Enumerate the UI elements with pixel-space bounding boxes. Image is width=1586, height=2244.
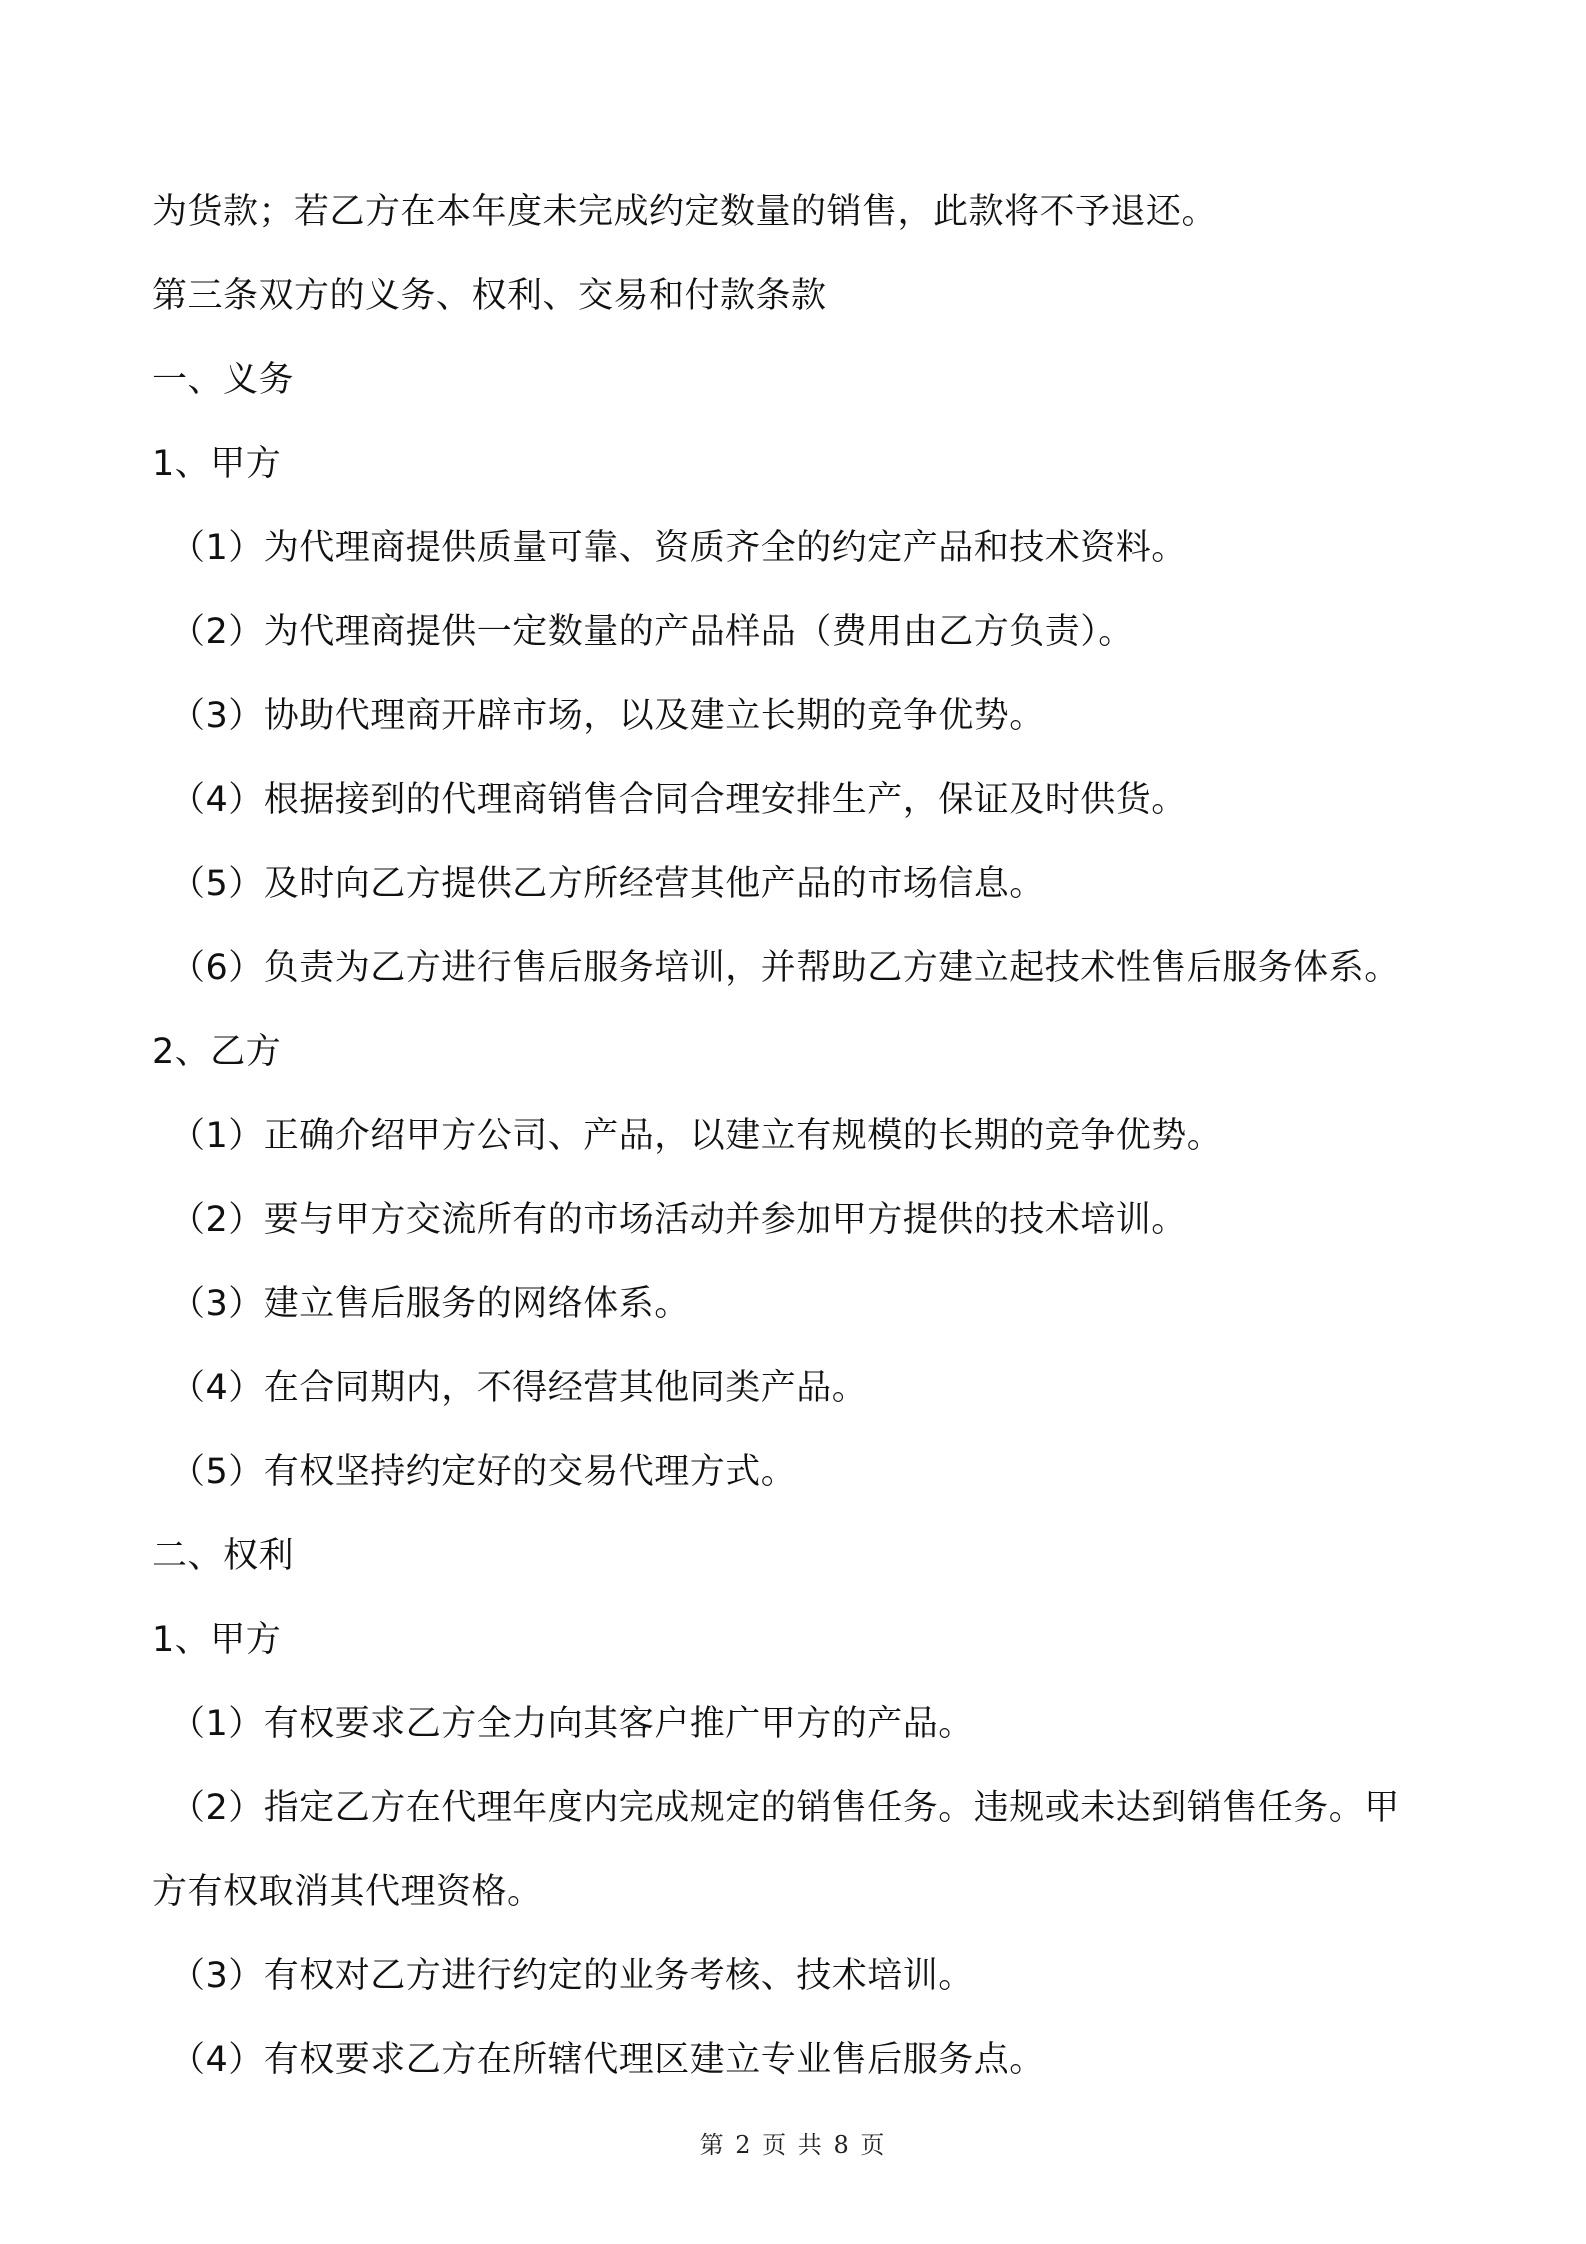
list-item: （1）有权要求乙方全力向其客户推广甲方的产品。 bbox=[170, 1704, 974, 1744]
list-item: （2）要与甲方交流所有的市场活动并参加甲方提供的技术培训。 bbox=[170, 1200, 1187, 1240]
list-item: （3）建立售后服务的网络体系。 bbox=[170, 1284, 690, 1324]
list-item: （1）为代理商提供质量可靠、资质齐全的约定产品和技术资料。 bbox=[170, 528, 1187, 568]
list-item: （3）协助代理商开辟市场，以及建立长期的竞争优势。 bbox=[170, 696, 1045, 736]
list-item: （6）负责为乙方进行售后服务培训，并帮助乙方建立起技术性售后服务体系。 bbox=[170, 948, 1400, 988]
list-item: （5）及时向乙方提供乙方所经营其他产品的市场信息。 bbox=[170, 864, 1045, 904]
page-number-footer: 第 2 页 共 8 页 bbox=[699, 2131, 887, 2159]
list-item: （1）正确介绍甲方公司、产品，以建立有规模的长期的竞争优势。 bbox=[170, 1116, 1223, 1156]
party-b-heading: 2、乙方 bbox=[152, 1032, 282, 1072]
article-heading: 第三条双方的义务、权利、交易和付款条款 bbox=[152, 276, 827, 316]
list-item: （2）为代理商提供一定数量的产品样品（费用由乙方负责）。 bbox=[170, 612, 1134, 652]
party-a-heading: 1、甲方 bbox=[152, 444, 282, 484]
list-item-continuation: 方有权取消其代理资格。 bbox=[152, 1872, 543, 1912]
list-item: （5）有权坚持约定好的交易代理方式。 bbox=[170, 1452, 797, 1492]
list-item: （4）有权要求乙方在所辖代理区建立专业售后服务点。 bbox=[170, 2040, 1045, 2080]
section-heading-rights: 二、权利 bbox=[152, 1536, 295, 1576]
list-item: （3）有权对乙方进行约定的业务考核、技术培训。 bbox=[170, 1956, 974, 1996]
section-heading-obligations: 一、义务 bbox=[152, 360, 295, 400]
party-a-heading: 1、甲方 bbox=[152, 1620, 282, 1660]
list-item: （4）在合同期内，不得经营其他同类产品。 bbox=[170, 1368, 868, 1408]
list-item: （2）指定乙方在代理年度内完成规定的销售任务。违规或未达到销售任务。甲 bbox=[170, 1788, 1400, 1828]
document-body bbox=[152, 170, 1452, 2102]
list-item: （4）根据接到的代理商销售合同合理安排生产，保证及时供货。 bbox=[170, 780, 1187, 820]
body-line: 为货款；若乙方在本年度未完成约定数量的销售，此款将不予退还。 bbox=[152, 192, 1218, 232]
